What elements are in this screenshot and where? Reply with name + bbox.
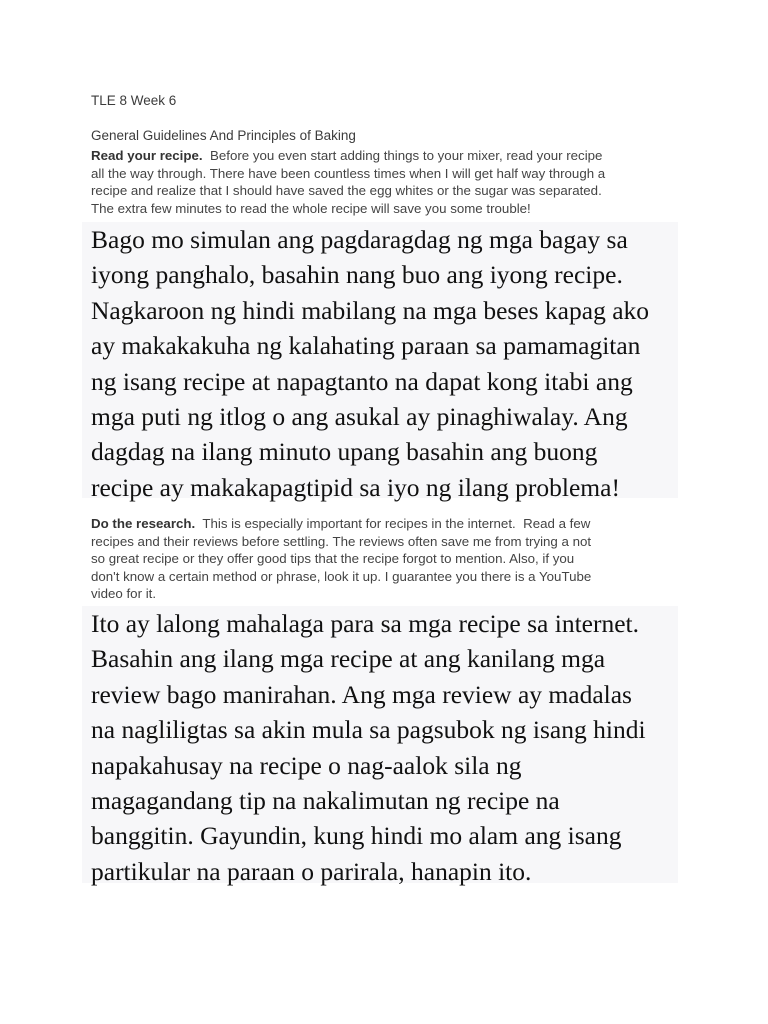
paragraph-lead: Read your recipe.: [91, 148, 203, 163]
tagalog-line: recipe ay makakapagtipid sa iyo ng ilang problema!: [91, 472, 620, 502]
tagalog-line: napakahusay na recipe o nag-aalok sila ng: [91, 750, 522, 780]
english-line: video for it.: [91, 586, 157, 601]
english-line: recipe and realize that I should have saved the egg whites or the sugar was separated.: [91, 183, 602, 198]
english-line: The extra few minutes to read the whole recipe will save you some trouble!: [91, 200, 531, 216]
english-line-text: This is especially important for recipes in the internet. Read a few: [195, 516, 591, 531]
english-line: so great recipe or they offer good tips that the recipe forgot to mention. Also, if you: [91, 551, 575, 566]
english-paragraph-do-research: [91, 515, 691, 603]
english-line: all the way through. There have been countless times when I will get half way through a: [91, 165, 606, 181]
tagalog-line: mga puti ng itlog o ang asukal ay pinaghiwalay. Ang: [91, 402, 628, 432]
english-paragraph-read-recipe: [91, 147, 691, 217]
english-line: don't know a certain method or phrase, look it up. I guarantee you there is a YouTube: [91, 568, 592, 584]
tagalog-line: Ito ay lalong mahalaga para sa mga recipe sa internet.: [91, 609, 640, 638]
tagalog-line: ng isang recipe at napagtanto na dapat kong itabi ang: [91, 366, 633, 396]
tagalog-line: Basahin ang ilang mga recipe at ang kanilang mga: [91, 644, 606, 674]
tagalog-line: Bago mo simulan ang pagdaragdag ng mga bagay sa: [91, 225, 628, 254]
english-line: recipes and their reviews before settling. The reviews often save me from trying a not: [91, 533, 592, 549]
tagalog-line: review bago manirahan. Ang mga review ay madalas: [91, 679, 632, 709]
tagalog-line: dagdag na ilang minuto upang basahin ang buong: [91, 437, 598, 467]
paragraph-lead: Do the research.: [91, 516, 196, 531]
tagalog-translation-block-read-recipe: [82, 222, 678, 502]
tagalog-line: na nagliligtas sa akin mula sa pagsubok ng isang hindi: [91, 715, 646, 745]
section-heading: General Guidelines And Principles of Baking: [91, 128, 356, 143]
tagalog-line: iyong panghalo, basahin nang buo ang iyong recipe.: [91, 260, 623, 290]
tagalog-line: partikular na paraan o parirala, hanapin ito.: [91, 856, 532, 886]
english-line: [91, 147, 691, 165]
english-line: [91, 515, 691, 533]
tagalog-line: banggitin. Gayundin, kung hindi mo alam ang isang: [91, 821, 622, 851]
tagalog-line: magagandang tip na nakalimutan ng recipe na: [91, 786, 560, 816]
tagalog-line: ay makakakuha ng kalahating paraan sa pamamagitan: [91, 331, 641, 361]
english-line-text: Before you even start adding things to your mixer, read your recipe: [202, 148, 603, 163]
document-title: TLE 8 Week 6: [91, 93, 177, 108]
tagalog-line: Nagkaroon ng hindi mabilang na mga beses kapag ako: [91, 295, 650, 325]
tagalog-translation-block-do-research: [82, 606, 678, 886]
